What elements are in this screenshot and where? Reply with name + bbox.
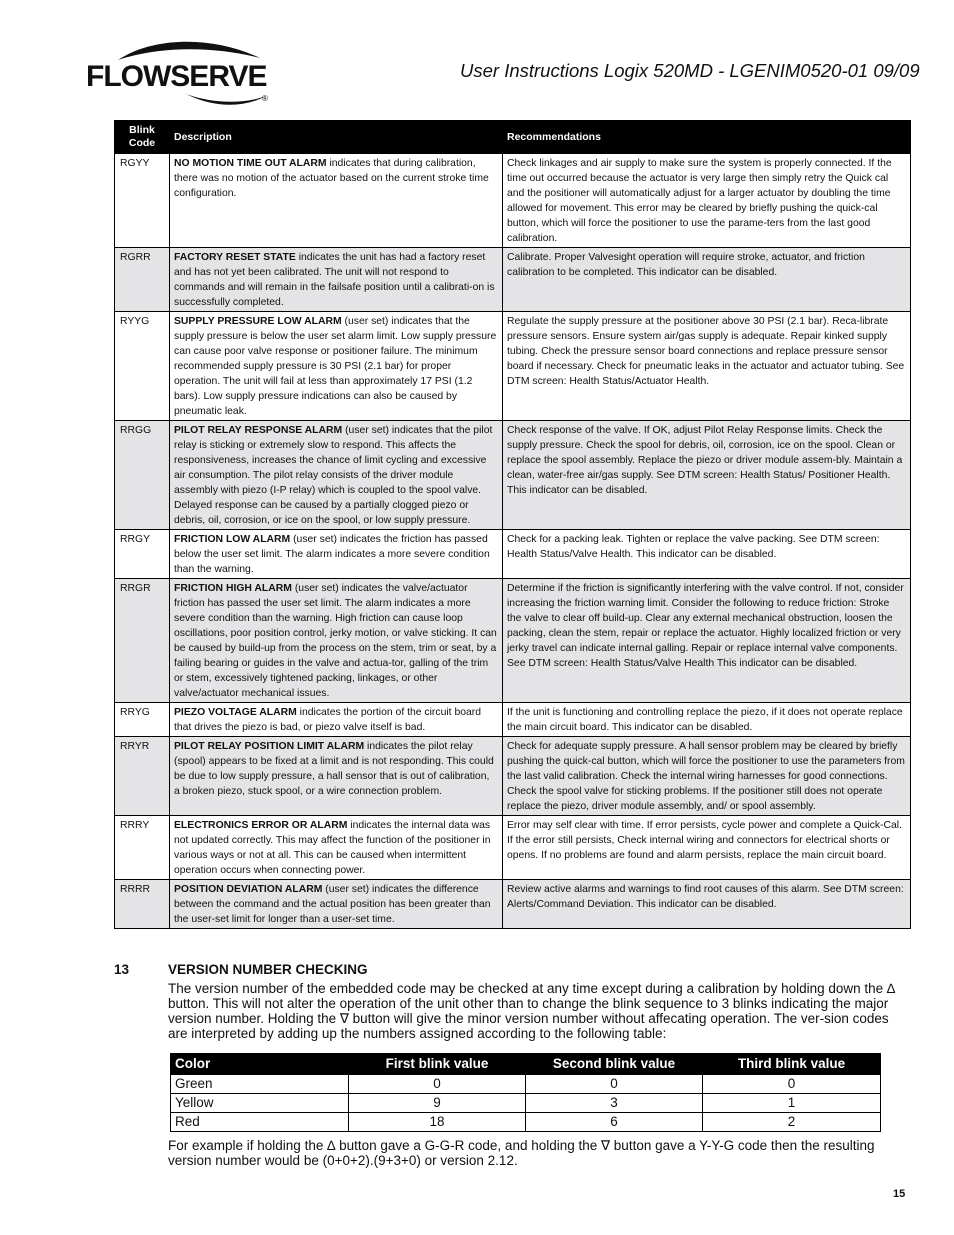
table-header-row [115, 121, 911, 154]
alarm-title: ELECTRONICS ERROR OR ALARM [174, 820, 348, 831]
table-row [115, 579, 911, 703]
header-description: Description [170, 121, 503, 154]
alarm-title: POSITION DEVIATION ALARM [174, 884, 323, 895]
alarm-description: (user set) indicates that the pilot relay is sticking or extremely slow to respond. This affects the responsiveness, increases the chance of limit cycling and excessive air consumption. The pilot relay consists of the driver module assembly with piezo (I-P relay) which is coupled to the spool valve. Delayed response can be caused by a partially clogged piezo or debris, oil, corrosion, or ice on the spool, or low supply pressure. [174, 425, 493, 526]
blink-code-cell: RYYG [115, 312, 170, 421]
blink-code-cell: RRYG [115, 703, 170, 737]
table-row [115, 880, 911, 929]
description-cell [170, 421, 503, 530]
description-cell [170, 154, 503, 248]
blink-value-cell: 18 [349, 1113, 526, 1132]
blink-value-cell: 3 [526, 1094, 703, 1113]
recommendation-cell: If the unit is functioning and controlling replace the piezo, if it does not operate replace the main circuit board. This indicator can be disabled. [503, 703, 911, 737]
blink-value-table [170, 1053, 881, 1132]
blink-value-cell: 9 [349, 1094, 526, 1113]
description-cell [170, 737, 503, 816]
table-row [115, 737, 911, 816]
blink-header-second: Second blink value [526, 1054, 703, 1075]
blink-header-first: First blink value [349, 1054, 526, 1075]
blink-value-cell: 1 [703, 1094, 881, 1113]
alarm-title: SUPPLY PRESSURE LOW ALARM [174, 316, 342, 327]
blink-code-cell: RRGG [115, 421, 170, 530]
alarm-title: PIEZO VOLTAGE ALARM [174, 707, 297, 718]
blink-header-third: Third blink value [703, 1054, 881, 1075]
color-cell: Green [171, 1075, 349, 1094]
recommendation-cell: Regulate the supply pressure at the positioner above 30 PSI (2.1 bar). Reca-librate pressure sensors. Ensure system air/gas supply is adequate. Repair kinked supply tubing. Check the pressure sensor board connections and replace pressure sensor board if necessary. Check for pneumatic leaks in the actuator and actuator tubing. See DTM screen: Health Status/Actuator Health. [503, 312, 911, 421]
alarm-description: indicates the internal data was not updated correctly. This may affect the function of the positioner in various ways or not at all. This can be caused when intermittent operation occurs when connecting power. [174, 820, 491, 876]
alarm-description: indicates that during calibration, there was no motion of the actuator based on the current stroke time configuration. [174, 158, 489, 199]
blink-header-row [171, 1054, 881, 1075]
blink-row [171, 1075, 881, 1094]
blink-value-cell: 0 [703, 1075, 881, 1094]
recommendation-cell: Error may self clear with time. If error persists, cycle power and complete a Quick-Cal. If the error still persists, Check internal wiring and connectors for electrical shorts or opens. If no problems are found and alarm persists, replace the main circuit board. [503, 816, 911, 880]
color-cell: Yellow [171, 1094, 349, 1113]
alarm-title: FACTORY RESET STATE [174, 252, 296, 263]
description-cell [170, 312, 503, 421]
recommendation-cell: Check for a packing leak. Tighten or replace the valve packing. See DTM screen: Health Status/Valve Health. This indicator can be disabled. [503, 530, 911, 579]
recommendation-cell: Calibrate. Proper Valvesight operation will require stroke, actuator, and friction calibration to be completed. This indicator can be disabled. [503, 248, 911, 312]
section-number: 13 [114, 962, 130, 977]
blink-code-cell: RRRR [115, 880, 170, 929]
blink-table-body [171, 1075, 881, 1132]
alarm-title: FRICTION LOW ALARM [174, 534, 291, 545]
blink-value-cell: 0 [349, 1075, 526, 1094]
example-note: For example if holding the ∆ button gave a G-G-R code, and holding the ∇ button gave a Y-Y-G code then the resulting version number would be (0+0+2).(9+3+0) or version 2.12. [168, 1138, 875, 1168]
page-number: 15 [893, 1188, 906, 1200]
blink-row [171, 1113, 881, 1132]
registered-mark: ® [262, 94, 268, 103]
alarm-title: PILOT RELAY RESPONSE ALARM [174, 425, 343, 436]
blink-code-cell: RRRY [115, 816, 170, 880]
recommendation-cell: Review active alarms and warnings to find root causes of this alarm. See DTM screen: Alerts/Command Deviation. This indicator can be disabled. [503, 880, 911, 929]
table-body [115, 154, 911, 929]
blink-row [171, 1094, 881, 1113]
alarm-description: indicates the unit has had a factory reset and has not yet been calibrated. The unit will not respond to commands and will remain in the failsafe position until a calibrati-on is successfully completed. [174, 252, 495, 308]
alarm-description: (user set) indicates the valve/actuator friction has passed the user set limit. The alarm indicates a more severe condition than the warning. High friction can cause loop oscillations, poor position control, jerky motion, or valve sticking. It can be caused by build-up from the process on the stem, trim or seat, by a failing bearing or guides in the valve and actua-tor, galling of the trim or stem, excessively tightened packing, linkages, or other valve/actuator mechanical issues. [174, 583, 497, 699]
color-cell: Red [171, 1113, 349, 1132]
recommendation-cell: Check response of the valve. If OK, adjust Pilot Relay Response limits. Check the supply pressure. Check the spool for debris, oil, corrosion, ice on the spool. Clean or replace the spool assembly. Replace the piezo or driver module assem-bly. Maintain a clean, water-free air/gas supply. See DTM screen: Health Status/ Positioner Health. This indicator can be disabled. [503, 421, 911, 530]
blink-value-cell: 2 [703, 1113, 881, 1132]
description-cell [170, 703, 503, 737]
blink-code-cell: RRGY [115, 530, 170, 579]
flowserve-logo [84, 40, 274, 112]
table-row [115, 421, 911, 530]
blink-code-cell: RRGR [115, 579, 170, 703]
description-cell [170, 816, 503, 880]
table-row [115, 816, 911, 880]
alarm-description: (user set) indicates that the supply pressure is below the user set alarm limit. Low supply pressure can cause poor valve response or positioner failure. The minimum recommended supply pressure is 30 PSI (2.1 bar) for proper operation. The unit will fail at less than approximately 17 PSI (1.2 bars). Low supply pressure indications can also be caused by pneumatic leak. [174, 316, 497, 417]
alarm-title: FRICTION HIGH ALARM [174, 583, 292, 594]
alarm-title: NO MOTION TIME OUT ALARM [174, 158, 327, 169]
table-row [115, 312, 911, 421]
alarm-description: indicates the portion of the circuit board that drives the piezo is bad, or piezo valve itself is bad. [174, 707, 482, 733]
description-cell [170, 530, 503, 579]
blink-value-cell: 6 [526, 1113, 703, 1132]
section-body: The version number of the embedded code may be checked at any time except during a calibration by holding down the ∆ button. This will not alter the operation of the unit other than to change the blink sequence to 3 blinks indicating the major version number. Holding the ∇ button will give the minor version number without affecating operation. The ver-sion codes are interpreted by adding up the numbers assigned according to the following table: [168, 981, 896, 1041]
description-cell [170, 880, 503, 929]
recommendation-cell: Determine if the friction is significantly interfering with the valve control. If not, consider increasing the friction warning limit. Consider the following to reduce friction: Stroke the valve to clear off build-up. Clear any external mechanical obstruction, loosen the packing, clean the stem, repair or replace the actuator. Highly localized friction or very jerky travel can indicate internal galling. Repair or replace internal valve components. See DTM screen: Health Status/Valve Health This indicator can be disabled. [503, 579, 911, 703]
table-row [115, 530, 911, 579]
table-row [115, 703, 911, 737]
brand-wordmark: FLOWSERVE [86, 60, 267, 93]
alarm-description: indicates the pilot relay (spool) appears to be fixed at a limit and is not responding. This could be due to low supply pressure, a hall sensor that is out of calibration, a broken piezo, stuck spool, or a wire connection problem. [174, 741, 494, 797]
table-row [115, 248, 911, 312]
header-blink-code: Blink Code [115, 121, 170, 154]
table-row [115, 154, 911, 248]
blink-code-cell: RGRR [115, 248, 170, 312]
blink-code-cell: RGYY [115, 154, 170, 248]
alarm-description: (user set) indicates the difference between the command and the actual position has been greater than the user-set limit for longer than a user-set time. [174, 884, 491, 925]
description-cell [170, 579, 503, 703]
logo-underswoosh-icon [184, 92, 268, 108]
description-cell [170, 248, 503, 312]
section-title: VERSION NUMBER CHECKING [168, 962, 368, 977]
blink-code-table [114, 120, 911, 929]
recommendation-cell: Check linkages and air supply to make sure the system is properly connected. If the time out occurred because the actuator is very large then simply retry the Quick cal and the positioner will automatically adjust for a larger actuator by doubling the time allowed for movement. This error may be cleared by briefly pushing the quick-cal button, which will force the positioner to use the parame-ters from the last good calibration. [503, 154, 911, 248]
document-title: User Instructions Logix 520MD - LGENIM0520-01 09/09 [460, 60, 920, 81]
recommendation-cell: Check for adequate supply pressure. A hall sensor problem may be cleared by briefly pushing the quick-cal button, which will force the positioner to use the parameters from the last valid calibration. Check the internal wiring harnesses for good connections. Check the spool valve for sticking problems. If the positioner still does not operate replace the piezo, driver module assembly, and/ or spool assembly. [503, 737, 911, 816]
blink-value-cell: 0 [526, 1075, 703, 1094]
alarm-description: (user set) indicates the friction has passed below the user set limit. The alarm indicates a more severe condition than the warning. [174, 534, 490, 575]
blink-code-cell: RRYR [115, 737, 170, 816]
alarm-title: PILOT RELAY POSITION LIMIT ALARM [174, 741, 365, 752]
blink-header-color: Color [171, 1054, 349, 1075]
header-recommendations: Recommendations [503, 121, 911, 154]
